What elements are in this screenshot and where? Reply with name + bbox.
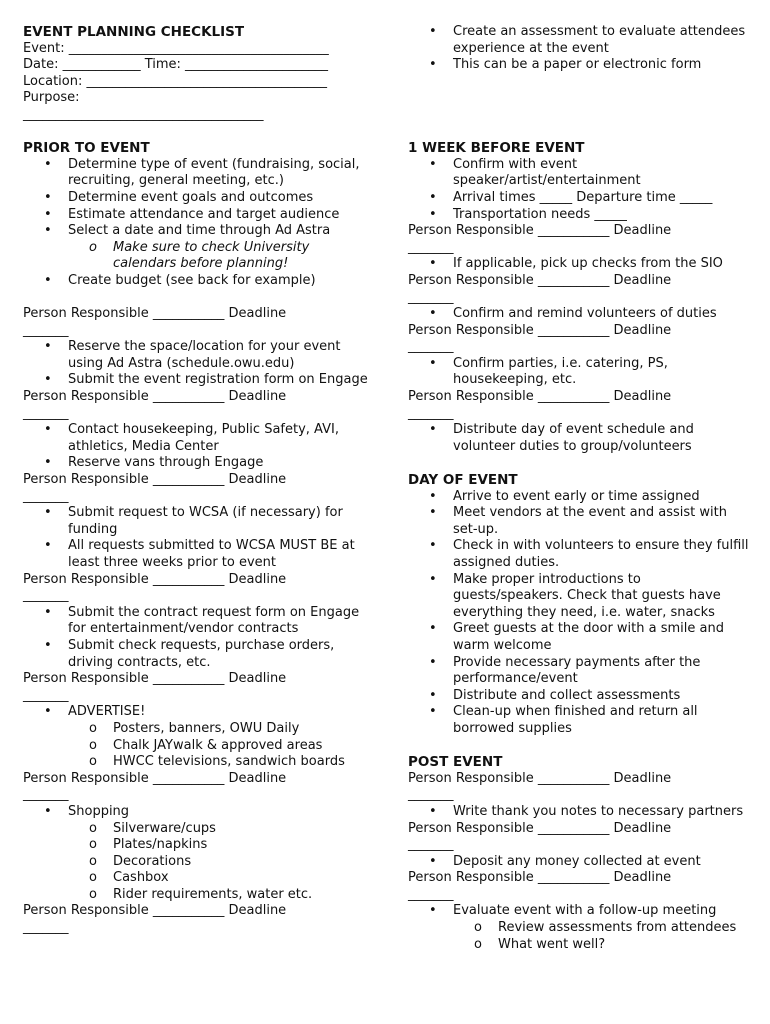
deadline-blank: _______ (23, 588, 69, 604)
list-item: • Arrival times _____ Departure time _____ (408, 190, 753, 207)
assessment-list (408, 24, 753, 74)
location-field: Location: _____________________________________ (23, 73, 327, 89)
sub-item: o Posters, banners, OWU Daily (68, 721, 373, 738)
distribute-list (408, 422, 753, 455)
list-item: • Distribute day of event schedule and volunteer duties to group/volunteers (408, 422, 753, 455)
list-item: • Reserve the space/location for your event using Ad Astra (schedule.owu.edu) (23, 339, 373, 372)
list-item: • Confirm and remind volunteers of duties (408, 306, 753, 323)
shopping-list (23, 804, 373, 821)
list-item: • Arrive to event early or time assigned (408, 489, 753, 506)
list-item: • Distribute and collect assessments (408, 688, 753, 705)
list-item: • Shopping (23, 804, 373, 821)
list-item: • This can be a paper or electronic form (408, 57, 753, 74)
advertise-sublist (23, 721, 373, 771)
deadline-blank: _______ (408, 787, 454, 803)
list-item: • All requests submitted to WCSA MUST BE at least three weeks prior to event (23, 538, 373, 571)
week-list (408, 157, 753, 223)
list-item: • Make proper introductions to guests/speakers. Check that guests have everything they need, i.e. water, snacks (408, 572, 753, 622)
deadline-blank: _______ (23, 787, 69, 803)
list-item: • ADVERTISE! (23, 704, 373, 721)
wcsa-list (23, 505, 373, 571)
sub-item: o Silverware/cups (68, 821, 373, 838)
person-responsible: Person Responsible ___________ Deadline (23, 903, 287, 919)
day-heading: DAY OF EVENT (408, 472, 518, 489)
date-time-field: Date: ____________ Time: ______________________ (23, 57, 329, 73)
list-item: • Submit the event registration form on Engage (23, 372, 373, 389)
list-item: • Greet guests at the door with a smile and warm welcome (408, 621, 753, 654)
list-item: • Create budget (see back for example) (23, 273, 373, 290)
deadline-blank: _______ (23, 488, 69, 504)
prior-list (23, 157, 373, 240)
person-responsible: Person Responsible ___________ Deadline (23, 671, 287, 687)
volunteers-list (408, 306, 753, 323)
person-responsible: Person Responsible ___________ Deadline (408, 272, 672, 288)
advertise-list (23, 704, 373, 721)
sub-item: o Rider requirements, water etc. (68, 887, 373, 904)
person-responsible: Person Responsible ___________ Deadline (408, 223, 672, 239)
evaluate-sublist (408, 920, 753, 953)
list-item: • Confirm with event speaker/artist/entertainment (408, 157, 753, 190)
sub-item: o Decorations (68, 854, 373, 871)
contract-list (23, 605, 373, 671)
week-heading: 1 WEEK BEFORE EVENT (408, 140, 585, 157)
deposit-list (408, 854, 753, 871)
sub-item: o Plates/napkins (68, 837, 373, 854)
person-responsible: Person Responsible ___________ Deadline (23, 389, 287, 405)
list-item: • Estimate attendance and target audience (23, 207, 373, 224)
budget-list (23, 273, 373, 290)
deadline-blank: _______ (408, 289, 454, 305)
person-responsible: Person Responsible ___________ Deadline (23, 306, 287, 322)
sub-item: o Review assessments from attendees (453, 920, 753, 937)
list-item: • Determine event goals and outcomes (23, 190, 373, 207)
deadline-blank: _______ (23, 405, 69, 421)
thank-list (408, 804, 753, 821)
person-responsible: Person Responsible ___________ Deadline (23, 571, 287, 587)
deadline-blank: _______ (23, 920, 69, 936)
list-item: • Contact housekeeping, Public Safety, AVI, athletics, Media Center (23, 422, 373, 455)
day-list (408, 489, 753, 738)
list-item: • Create an assessment to evaluate attendees experience at the event (408, 24, 753, 57)
list-item: • Submit check requests, purchase orders, driving contracts, etc. (23, 638, 373, 671)
person-responsible: Person Responsible ___________ Deadline (23, 770, 287, 786)
list-item: • Select a date and time through Ad Astra (23, 223, 373, 240)
purpose-field: _____________________________________ (23, 106, 264, 122)
list-item: • Confirm parties, i.e. catering, PS, housekeeping, etc. (408, 356, 753, 389)
sub-item: o HWCC televisions, sandwich boards (68, 754, 373, 771)
right-column (408, 24, 753, 953)
page-title: EVENT PLANNING CHECKLIST (23, 24, 245, 40)
prior-heading: PRIOR TO EVENT (23, 140, 150, 157)
list-item: • Determine type of event (fundraising, social, recruiting, general meeting, etc.) (23, 157, 373, 190)
prior-sublist (23, 240, 373, 273)
list-item: • Meet vendors at the event and assist with set-up. (408, 505, 753, 538)
list-item: • Write thank you notes to necessary partners (408, 804, 753, 821)
list-item: • Evaluate event with a follow-up meeting (408, 903, 753, 920)
list-item: • Deposit any money collected at event (408, 854, 753, 871)
sub-item: o Make sure to check University calendars before planning! (68, 240, 373, 273)
deadline-blank: _______ (23, 322, 69, 338)
deadline-blank: _______ (408, 886, 454, 902)
list-item: • Reserve vans through Engage (23, 455, 373, 472)
shopping-sublist (23, 821, 373, 904)
deadline-blank: _______ (408, 837, 454, 853)
list-item: • Provide necessary payments after the performance/event (408, 655, 753, 688)
deadline-blank: _______ (23, 687, 69, 703)
event-field: Event: ________________________________________ (23, 40, 329, 56)
list-item: • Transportation needs _____ (408, 207, 753, 224)
checks-list (408, 256, 753, 273)
sub-item: o Cashbox (68, 870, 373, 887)
sub-item: o Chalk JAYwalk & approved areas (68, 738, 373, 755)
left-column (23, 24, 373, 937)
sub-item: o What went well? (453, 937, 753, 954)
deadline-blank: _______ (408, 405, 454, 421)
parties-list (408, 356, 753, 389)
purpose-label: Purpose: (23, 90, 80, 106)
contact-list (23, 422, 373, 472)
person-responsible: Person Responsible ___________ Deadline (408, 389, 672, 405)
post-heading: POST EVENT (408, 754, 503, 771)
list-item: • Check in with volunteers to ensure they fulfill assigned duties. (408, 538, 753, 571)
deadline-blank: _______ (408, 339, 454, 355)
list-item: • If applicable, pick up checks from the SIO (408, 256, 753, 273)
person-responsible: Person Responsible ___________ Deadline (408, 322, 672, 338)
list-item: • Submit request to WCSA (if necessary) for funding (23, 505, 373, 538)
list-item: • Clean-up when finished and return all borrowed supplies (408, 704, 753, 737)
evaluate-list (408, 903, 753, 920)
person-responsible: Person Responsible ___________ Deadline (408, 770, 672, 786)
reserve-list (23, 339, 373, 389)
person-responsible: Person Responsible ___________ Deadline (408, 870, 672, 886)
person-responsible: Person Responsible ___________ Deadline (23, 472, 287, 488)
deadline-blank: _______ (408, 239, 454, 255)
list-item: • Submit the contract request form on Engage for entertainment/vendor contracts (23, 605, 373, 638)
person-responsible: Person Responsible ___________ Deadline (408, 820, 672, 836)
